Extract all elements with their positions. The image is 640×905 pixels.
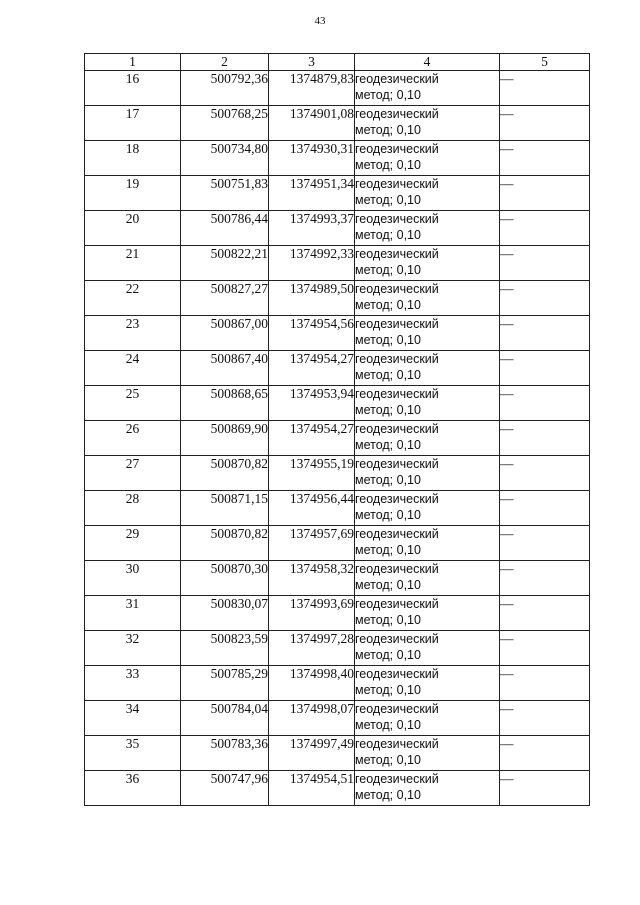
point-number-cell: 34 <box>85 701 181 736</box>
point-number-cell: 32 <box>85 631 181 666</box>
description-cell: — <box>500 351 590 386</box>
y-coordinate-cell: 1374989,50 <box>269 281 355 316</box>
point-number-cell: 19 <box>85 176 181 211</box>
method-name: геодезический <box>355 142 439 156</box>
method-cell <box>355 316 500 351</box>
method-name: геодезический <box>355 597 439 611</box>
point-number-cell: 33 <box>85 666 181 701</box>
page-number: 43 <box>314 15 326 27</box>
description-cell: — <box>500 421 590 456</box>
description-cell: — <box>500 246 590 281</box>
table-header <box>85 54 590 71</box>
x-coordinate-cell: 500867,00 <box>181 316 269 351</box>
point-number-cell: 30 <box>85 561 181 596</box>
method-accuracy: метод; 0,10 <box>355 123 421 137</box>
method-cell <box>355 386 500 421</box>
method-name: геодезический <box>355 667 439 681</box>
method-name: геодезический <box>355 422 439 436</box>
method-accuracy: метод; 0,10 <box>355 368 421 382</box>
y-coordinate-cell: 1374954,56 <box>269 316 355 351</box>
method-name: геодезический <box>355 457 439 471</box>
point-number-cell: 27 <box>85 456 181 491</box>
x-coordinate-cell: 500827,27 <box>181 281 269 316</box>
method-accuracy: метод; 0,10 <box>355 193 421 207</box>
method-cell <box>355 561 500 596</box>
y-coordinate-cell: 1374879,83 <box>269 71 355 106</box>
x-coordinate-cell: 500792,36 <box>181 71 269 106</box>
description-cell: — <box>500 211 590 246</box>
method-name: геодезический <box>355 702 439 716</box>
y-coordinate-cell: 1374997,28 <box>269 631 355 666</box>
y-coordinate-cell: 1374954,27 <box>269 351 355 386</box>
x-coordinate-cell: 500751,83 <box>181 176 269 211</box>
point-number-cell: 18 <box>85 141 181 176</box>
table-row <box>85 281 590 316</box>
y-coordinate-cell: 1374992,33 <box>269 246 355 281</box>
description-cell: — <box>500 491 590 526</box>
table-row <box>85 386 590 421</box>
x-coordinate-cell: 500869,90 <box>181 421 269 456</box>
method-name: геодезический <box>355 387 439 401</box>
x-coordinate-cell: 500786,44 <box>181 211 269 246</box>
y-coordinate-cell: 1374993,37 <box>269 211 355 246</box>
x-coordinate-cell: 500830,07 <box>181 596 269 631</box>
table-row <box>85 596 590 631</box>
method-accuracy: метод; 0,10 <box>355 683 421 697</box>
point-number-cell: 17 <box>85 106 181 141</box>
table-row <box>85 421 590 456</box>
y-coordinate-cell: 1374998,40 <box>269 666 355 701</box>
description-cell: — <box>500 106 590 141</box>
x-coordinate-cell: 500870,30 <box>181 561 269 596</box>
description-cell: — <box>500 526 590 561</box>
method-accuracy: метод; 0,10 <box>355 648 421 662</box>
point-number-cell: 21 <box>85 246 181 281</box>
description-cell: — <box>500 561 590 596</box>
x-coordinate-cell: 500870,82 <box>181 456 269 491</box>
method-name: геодезический <box>355 247 439 261</box>
point-number-cell: 29 <box>85 526 181 561</box>
method-accuracy: метод; 0,10 <box>355 158 421 172</box>
method-name: геодезический <box>355 212 439 226</box>
table-row <box>85 701 590 736</box>
table-row <box>85 141 590 176</box>
coordinates-table <box>84 53 590 806</box>
method-cell <box>355 631 500 666</box>
method-name: геодезический <box>355 72 439 86</box>
method-accuracy: метод; 0,10 <box>355 228 421 242</box>
x-coordinate-cell: 500822,21 <box>181 246 269 281</box>
method-name: геодезический <box>355 632 439 646</box>
description-cell: — <box>500 316 590 351</box>
method-accuracy: метод; 0,10 <box>355 788 421 802</box>
y-coordinate-cell: 1374954,51 <box>269 771 355 806</box>
column-header-2: 2 <box>181 54 269 71</box>
description-cell: — <box>500 176 590 211</box>
point-number-cell: 35 <box>85 736 181 771</box>
table-row <box>85 246 590 281</box>
method-name: геодезический <box>355 737 439 751</box>
x-coordinate-cell: 500768,25 <box>181 106 269 141</box>
point-number-cell: 26 <box>85 421 181 456</box>
method-name: геодезический <box>355 107 439 121</box>
table-row <box>85 106 590 141</box>
method-cell <box>355 701 500 736</box>
method-cell <box>355 106 500 141</box>
table-row <box>85 456 590 491</box>
method-cell <box>355 456 500 491</box>
y-coordinate-cell: 1374951,34 <box>269 176 355 211</box>
method-name: геодезический <box>355 772 439 786</box>
y-coordinate-cell: 1374956,44 <box>269 491 355 526</box>
description-cell: — <box>500 456 590 491</box>
x-coordinate-cell: 500783,36 <box>181 736 269 771</box>
description-cell: — <box>500 631 590 666</box>
method-name: геодезический <box>355 527 439 541</box>
point-number-cell: 25 <box>85 386 181 421</box>
method-accuracy: метод; 0,10 <box>355 473 421 487</box>
method-accuracy: метод; 0,10 <box>355 753 421 767</box>
y-coordinate-cell: 1374930,31 <box>269 141 355 176</box>
point-number-cell: 28 <box>85 491 181 526</box>
column-header-1: 1 <box>85 54 181 71</box>
y-coordinate-cell: 1374993,69 <box>269 596 355 631</box>
x-coordinate-cell: 500868,65 <box>181 386 269 421</box>
y-coordinate-cell: 1374954,27 <box>269 421 355 456</box>
column-header-5: 5 <box>500 54 590 71</box>
method-accuracy: метод; 0,10 <box>355 543 421 557</box>
table-row <box>85 71 590 106</box>
table-row <box>85 631 590 666</box>
table-row <box>85 211 590 246</box>
method-cell <box>355 596 500 631</box>
column-header-4: 4 <box>355 54 500 71</box>
method-cell <box>355 211 500 246</box>
y-coordinate-cell: 1374955,19 <box>269 456 355 491</box>
y-coordinate-cell: 1374998,07 <box>269 701 355 736</box>
y-coordinate-cell: 1374953,94 <box>269 386 355 421</box>
x-coordinate-cell: 500785,29 <box>181 666 269 701</box>
x-coordinate-cell: 500870,82 <box>181 526 269 561</box>
method-accuracy: метод; 0,10 <box>355 298 421 312</box>
point-number-cell: 31 <box>85 596 181 631</box>
method-accuracy: метод; 0,10 <box>355 333 421 347</box>
x-coordinate-cell: 500747,96 <box>181 771 269 806</box>
y-coordinate-cell: 1374901,08 <box>269 106 355 141</box>
method-accuracy: метод; 0,10 <box>355 508 421 522</box>
table-row <box>85 351 590 386</box>
column-header-3: 3 <box>269 54 355 71</box>
method-cell <box>355 351 500 386</box>
method-accuracy: метод; 0,10 <box>355 403 421 417</box>
method-cell <box>355 141 500 176</box>
description-cell: — <box>500 386 590 421</box>
method-accuracy: метод; 0,10 <box>355 718 421 732</box>
y-coordinate-cell: 1374958,32 <box>269 561 355 596</box>
table-row <box>85 736 590 771</box>
method-cell <box>355 246 500 281</box>
point-number-cell: 23 <box>85 316 181 351</box>
description-cell: — <box>500 71 590 106</box>
method-cell <box>355 421 500 456</box>
header-row <box>85 54 590 71</box>
method-name: геодезический <box>355 177 439 191</box>
method-name: геодезический <box>355 562 439 576</box>
method-cell <box>355 526 500 561</box>
method-accuracy: метод; 0,10 <box>355 613 421 627</box>
description-cell: — <box>500 281 590 316</box>
point-number-cell: 24 <box>85 351 181 386</box>
x-coordinate-cell: 500867,40 <box>181 351 269 386</box>
method-cell <box>355 281 500 316</box>
method-name: геодезический <box>355 317 439 331</box>
table-row <box>85 491 590 526</box>
description-cell: — <box>500 141 590 176</box>
point-number-cell: 20 <box>85 211 181 246</box>
method-cell <box>355 71 500 106</box>
table-row <box>85 771 590 806</box>
x-coordinate-cell: 500871,15 <box>181 491 269 526</box>
point-number-cell: 22 <box>85 281 181 316</box>
method-cell <box>355 771 500 806</box>
table-row <box>85 666 590 701</box>
method-accuracy: метод; 0,10 <box>355 438 421 452</box>
method-cell <box>355 176 500 211</box>
description-cell: — <box>500 666 590 701</box>
table-row <box>85 176 590 211</box>
y-coordinate-cell: 1374997,49 <box>269 736 355 771</box>
table-row <box>85 526 590 561</box>
x-coordinate-cell: 500784,04 <box>181 701 269 736</box>
point-number-cell: 36 <box>85 771 181 806</box>
point-number-cell: 16 <box>85 71 181 106</box>
method-cell <box>355 666 500 701</box>
method-name: геодезический <box>355 492 439 506</box>
description-cell: — <box>500 771 590 806</box>
table-row <box>85 561 590 596</box>
method-accuracy: метод; 0,10 <box>355 578 421 592</box>
table-row <box>85 316 590 351</box>
description-cell: — <box>500 736 590 771</box>
method-name: геодезический <box>355 282 439 296</box>
y-coordinate-cell: 1374957,69 <box>269 526 355 561</box>
x-coordinate-cell: 500734,80 <box>181 141 269 176</box>
method-accuracy: метод; 0,10 <box>355 88 421 102</box>
method-name: геодезический <box>355 352 439 366</box>
method-cell <box>355 491 500 526</box>
x-coordinate-cell: 500823,59 <box>181 631 269 666</box>
method-accuracy: метод; 0,10 <box>355 263 421 277</box>
method-cell <box>355 736 500 771</box>
table-body <box>85 71 590 806</box>
description-cell: — <box>500 701 590 736</box>
description-cell: — <box>500 596 590 631</box>
